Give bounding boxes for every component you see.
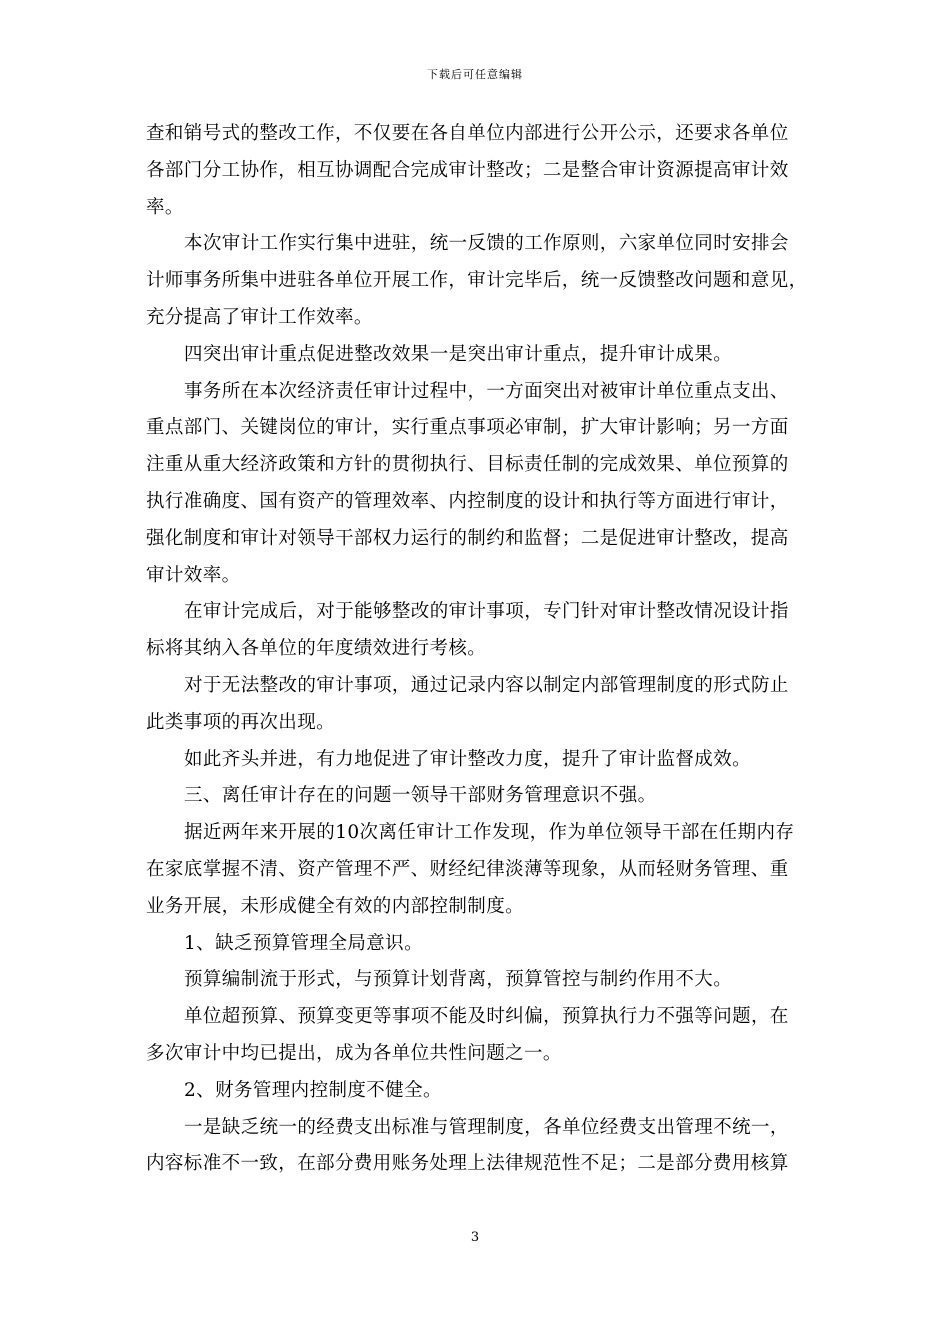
text-line: 此类事项的再次出现。 [146, 711, 336, 733]
text-line: 预算编制流于形式，与预算计划背离，预算管控与制约作用不大。 [184, 969, 733, 991]
text-line: 多次审计中均已提出，成为各单位共性问题之一。 [146, 1042, 562, 1064]
text-line: 一是缺乏统一的经费支出标准与管理制度，各单位经费支出管理不统一， [184, 1116, 789, 1138]
text-line: 如此齐头并进，有力地促进了审计整改力度，提升了审计监督成效。 [184, 748, 752, 770]
text-line: 对于无法整改的审计事项，通过记录内容以制定内部管理制度的形式防止 [184, 674, 789, 696]
page-number: 3 [470, 1230, 480, 1245]
text-line: 四突出审计重点促进整改效果一是突出审计重点，提升审计成果。 [184, 343, 733, 365]
text-line: 业务开展，未形成健全有效的内部控制制度。 [146, 895, 525, 917]
page-header: 下载后可任意编辑 [427, 68, 523, 81]
text-line: 标将其纳入各单位的年度绩效进行考核。 [146, 638, 487, 660]
text-line: 充分提高了审计工作效率。 [146, 306, 373, 328]
document-body [146, 116, 806, 1183]
text-line: 在家底掌握不清、资产管理不严、财经纪律淡薄等现象，从而轻财务管理、重 [146, 858, 789, 880]
text-line: 率。 [146, 196, 184, 218]
text-line: 查和销号式的整改工作，不仅要在各自单位内部进行公开公示，还要求各单位 [146, 123, 789, 144]
text-line: 在审计完成后，对于能够整改的审计事项，专门针对审计整改情况设计指 [184, 601, 789, 623]
text-line: 各部门分工协作，相互协调配合完成审计整改；二是整合审计资源提高审计效 [146, 159, 789, 181]
text-line: 1、缺乏预算管理全局意识。 [184, 932, 423, 954]
text-line: 内容标准不一致，在部分费用账务处理上法律规范性不足；二是部分费用核算 [146, 1153, 789, 1175]
text-line: 事务所在本次经济责任审计过程中，一方面突出对被审计单位重点支出、 [184, 380, 789, 402]
text-line: 三、离任审计存在的问题一领导干部财务管理意识不强。 [184, 785, 657, 807]
text-line: 计师事务所集中进驻各单位开展工作，审计完毕后，统一反馈整改问题和意见， [146, 270, 808, 292]
text-line: 单位超预算、预算变更等事项不能及时纠偏，预算执行力不强等问题，在 [184, 1006, 789, 1028]
text-line: 2、财务管理内控制度不健全。 [184, 1079, 442, 1101]
text-line: 据近两年来开展的10次离任审计工作发现，作为单位领导干部在任期内存 [184, 822, 795, 844]
text-line: 强化制度和审计对领导干部权力运行的制约和监督；二是促进审计整改，提高 [146, 527, 789, 549]
text-line: 执行准确度、国有资产的管理效率、内控制度的设计和执行等方面进行审计， [146, 490, 789, 512]
text-line: 重点部门、关键岗位的审计，实行重点事项必审制，扩大审计影响；另一方面 [146, 417, 789, 439]
text-line: 审计效率。 [146, 564, 241, 586]
text-line: 本次审计工作实行集中进驻，统一反馈的工作原则，六家单位同时安排会 [184, 233, 789, 255]
text-line: 注重从重大经济政策和方针的贯彻执行、目标责任制的完成效果、单位预算的 [146, 454, 789, 476]
